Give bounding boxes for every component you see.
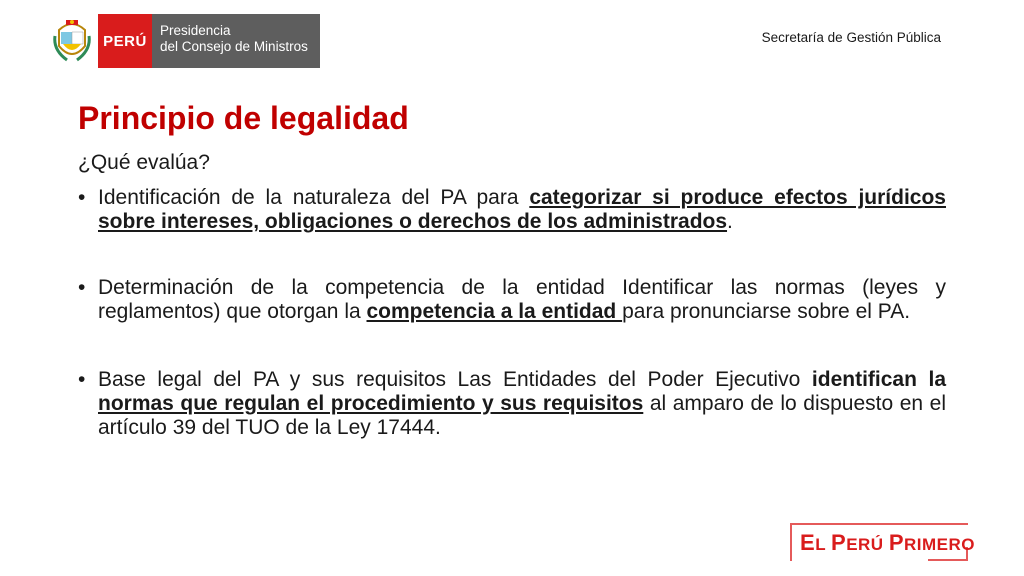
pcm-line-2: del Consejo de Ministros bbox=[160, 39, 308, 54]
bullet-emphasis: categorizar si produce efectos jurídicos sobre intereses, obligaciones o derechos de los administrados bbox=[98, 186, 946, 233]
logo-letters: RIMERO bbox=[904, 535, 975, 554]
logo-letter: P bbox=[831, 530, 847, 555]
bullet-emphasis: normas que regulan el procedimiento y sus requisitos bbox=[98, 392, 644, 415]
peru-logo-label: PERÚ bbox=[98, 14, 152, 68]
bullet-text: Base legal del PA y sus requisitos Las Entidades del Poder Ejecutivo bbox=[98, 368, 812, 391]
coat-of-arms-icon bbox=[52, 14, 92, 68]
bullet-text: Determinación de la competencia de la entidad Identificar las normas (leyes y reglamentos) que otorgan la bbox=[98, 276, 946, 323]
bullet-text: . bbox=[727, 210, 733, 233]
logo-letter: P bbox=[888, 530, 904, 555]
bullet-item bbox=[78, 368, 946, 440]
logo-letters: ERÚ bbox=[846, 535, 889, 554]
bullet-text: al amparo de lo dispuesto en el artículo 39 del TUO de la Ley 17444. bbox=[98, 392, 946, 439]
bullet-item bbox=[78, 276, 946, 324]
logo-letters: L bbox=[815, 535, 831, 554]
logo-wordmark bbox=[800, 530, 975, 556]
bullet-text: Identificación de la naturaleza del PA para bbox=[98, 186, 530, 209]
bullet-bold: identifican la bbox=[811, 368, 947, 391]
pcm-logo-text bbox=[152, 14, 320, 68]
slide-subtitle: ¿Qué evalúa? bbox=[78, 151, 210, 174]
bullet-emphasis: competencia a la entidad bbox=[366, 300, 623, 323]
pcm-line-1: Presidencia bbox=[160, 23, 231, 38]
secretaria-label: Secretaría de Gestión Pública bbox=[761, 30, 941, 45]
logo-letter: E bbox=[800, 530, 816, 555]
bullet-list bbox=[78, 186, 946, 482]
bullet-item bbox=[78, 186, 946, 234]
slide-title: Principio de legalidad bbox=[78, 100, 409, 136]
el-peru-primero-logo bbox=[790, 523, 975, 561]
pcm-logo bbox=[52, 14, 320, 68]
bullet-text: para pronunciarse sobre el PA. bbox=[622, 300, 911, 323]
